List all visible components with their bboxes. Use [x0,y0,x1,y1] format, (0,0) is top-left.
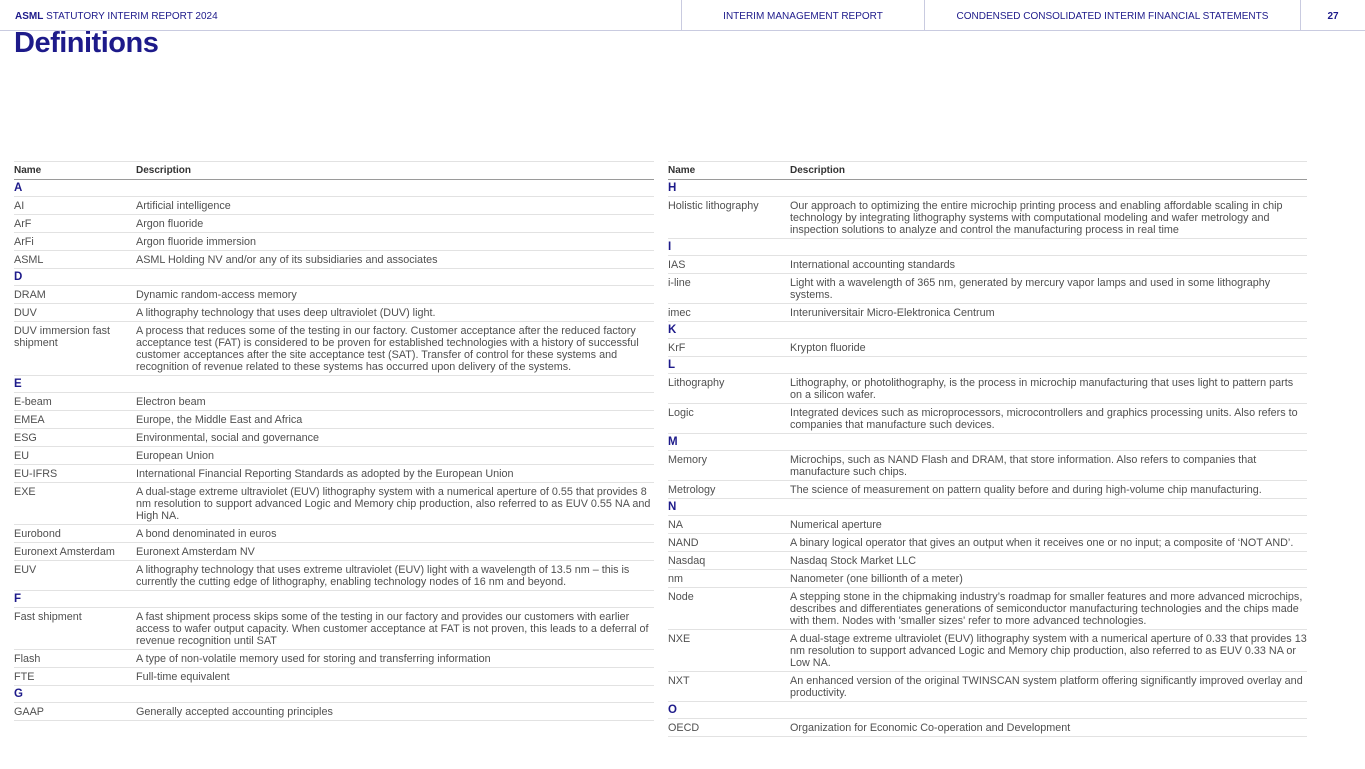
definition-row [14,393,654,411]
section-letter: O [668,702,1307,719]
section-letter-row [668,499,1307,516]
section-letter: D [14,269,654,286]
term-name: EXE [14,483,136,525]
term-name: ASML [14,251,136,269]
term-name: Lithography [668,374,790,404]
term-description: A process that reduces some of the testing in our factory. Customer acceptance after the reduced factory acceptance test (FAT) is considered to be proven for established technologies with a history of successful customer acceptances after the site acceptance test (SAT). Transfer of control for these systems and recognition of revenue related to these systems has occurred upon delivery of the systems. [136,322,654,376]
term-name: Euronext Amsterdam [14,543,136,561]
section-letter-row [14,180,654,197]
description-column-header: Description [790,162,1307,180]
term-description: International accounting standards [790,256,1307,274]
term-name: GAAP [14,703,136,721]
definition-row [668,672,1307,702]
section-letter: K [668,322,1307,339]
term-description: An enhanced version of the original TWINSCAN system platform offering significantly improved overlay and productivity. [790,672,1307,702]
description-column-header: Description [136,162,654,180]
term-name: EU [14,447,136,465]
section-letter-row [668,239,1307,256]
definition-row [668,404,1307,434]
term-description: Organization for Economic Co-operation and Development [790,719,1307,737]
table-header-row [14,162,654,180]
term-description: Electron beam [136,393,654,411]
term-description: Interuniversitair Micro-Elektronica Centrum [790,304,1307,322]
term-description: A lithography technology that uses extreme ultraviolet (EUV) light with a wavelength of 13.5 nm – this is currently the cutting edge of lithography, enabling technology nodes of 16 nm and beyond. [136,561,654,591]
term-description: The science of measurement on pattern quality before and during high-volume chip manufacturing. [790,481,1307,499]
term-name: DUV immersion fast shipment [14,322,136,376]
term-name: imec [668,304,790,322]
table-header-row [668,162,1307,180]
definition-row [668,588,1307,630]
term-name: Fast shipment [14,608,136,650]
section-letter-row [668,357,1307,374]
section-letter: I [668,239,1307,256]
term-description: Numerical aperture [790,516,1307,534]
term-name: Node [668,588,790,630]
term-description: A type of non-volatile memory used for storing and transferring information [136,650,654,668]
nav-interim-management-report[interactable]: INTERIM MANAGEMENT REPORT [681,0,924,30]
definition-row [668,481,1307,499]
term-name: ArFi [14,233,136,251]
definition-row [14,197,654,215]
term-name: KrF [668,339,790,357]
term-name: OECD [668,719,790,737]
section-letter: E [14,376,654,393]
definition-row [14,233,654,251]
definition-row [14,561,654,591]
definition-row [14,608,654,650]
term-description: Argon fluoride [136,215,654,233]
term-name: i-line [668,274,790,304]
section-letter: H [668,180,1307,197]
term-name: EMEA [14,411,136,429]
term-description: A fast shipment process skips some of the testing in our factory and provides our customers with earlier access to wafer output capacity. When customer acceptance at FAT is not proven, this leads to a deferral of revenue recognition until SAT [136,608,654,650]
nav-financial-statements[interactable]: CONDENSED CONSOLIDATED INTERIM FINANCIAL STATEMENTS [924,0,1300,30]
definition-row [14,411,654,429]
term-description: Dynamic random-access memory [136,286,654,304]
term-name: EUV [14,561,136,591]
definition-row [14,668,654,686]
section-letter: G [14,686,654,703]
definition-row [668,304,1307,322]
section-letter: N [668,499,1307,516]
term-name: nm [668,570,790,588]
section-letter-row [668,322,1307,339]
definitions-table-right [668,161,1307,737]
term-description: A dual-stage extreme ultraviolet (EUV) lithography system with a numerical aperture of 0.55 that provides 8 nm resolution to support advanced Logic and Memory chip production, also referred to as EUV 0.55 NA and High NA. [136,483,654,525]
term-description: Our approach to optimizing the entire microchip printing process and enabling affordable scaling in chip technology by integrating lithography systems with computational modeling and wafer metrology and inspection solutions to analyze and control the manufacturing process in real time [790,197,1307,239]
section-letter-row [14,269,654,286]
term-name: NA [668,516,790,534]
term-description: A lithography technology that uses deep ultraviolet (DUV) light. [136,304,654,322]
term-name: E-beam [14,393,136,411]
definition-row [14,650,654,668]
section-letter: F [14,591,654,608]
term-name: ArF [14,215,136,233]
term-description: Argon fluoride immersion [136,233,654,251]
term-description: A dual-stage extreme ultraviolet (EUV) lithography system with a numerical aperture of 0.33 that provides 13 nm resolution to support advanced Logic and Memory chip production, also referred to as EUV 0.33 NA or Low NA. [790,630,1307,672]
section-letter-row [14,591,654,608]
definitions-table-left [14,161,654,721]
term-description: Microchips, such as NAND Flash and DRAM, that store information. Also refers to companies that manufacture such chips. [790,451,1307,481]
definition-row [14,525,654,543]
term-name: Metrology [668,481,790,499]
term-description: Lithography, or photolithography, is the process in microchip manufacturing that uses light to pattern parts on a silicon wafer. [790,374,1307,404]
term-description: ASML Holding NV and/or any of its subsidiaries and associates [136,251,654,269]
section-letter: M [668,434,1307,451]
definition-row [668,339,1307,357]
section-letter: L [668,357,1307,374]
section-letter-row [668,702,1307,719]
page-title: Definitions [14,27,159,59]
definition-row [14,429,654,447]
term-name: IAS [668,256,790,274]
definition-row [14,703,654,721]
definition-row [668,451,1307,481]
term-description: Euronext Amsterdam NV [136,543,654,561]
page-number: 27 [1300,0,1365,30]
term-description: A bond denominated in euros [136,525,654,543]
term-description: International Financial Reporting Standards as adopted by the European Union [136,465,654,483]
term-name: DRAM [14,286,136,304]
definition-row [668,719,1307,737]
term-name: AI [14,197,136,215]
term-name: NXE [668,630,790,672]
term-name: Logic [668,404,790,434]
term-description: Full-time equivalent [136,668,654,686]
term-description: European Union [136,447,654,465]
definition-row [14,447,654,465]
term-description: Light with a wavelength of 365 nm, generated by mercury vapor lamps and used in some lithography systems. [790,274,1307,304]
definition-row [668,516,1307,534]
report-name: STATUTORY INTERIM REPORT 2024 [43,11,218,22]
report-title [15,11,218,22]
term-description: Generally accepted accounting principles [136,703,654,721]
term-description: Europe, the Middle East and Africa [136,411,654,429]
section-letter-row [14,686,654,703]
term-description: Integrated devices such as microprocessors, microcontrollers and graphics processing units. Also refers to companies that manufacture such devices. [790,404,1307,434]
definition-row [14,543,654,561]
section-letter: A [14,180,654,197]
term-name: ESG [14,429,136,447]
term-name: NXT [668,672,790,702]
definition-row [14,322,654,376]
term-description: Environmental, social and governance [136,429,654,447]
definition-row [14,304,654,322]
term-name: Eurobond [14,525,136,543]
definition-row [14,215,654,233]
term-name: Flash [14,650,136,668]
definition-row [668,570,1307,588]
term-name: NAND [668,534,790,552]
name-column-header: Name [14,162,136,180]
term-name: Nasdaq [668,552,790,570]
definition-row [668,274,1307,304]
definition-row [668,534,1307,552]
definition-row [668,630,1307,672]
definition-row [14,465,654,483]
definition-row [668,256,1307,274]
term-name: EU-IFRS [14,465,136,483]
term-description: Nasdaq Stock Market LLC [790,552,1307,570]
definition-row [668,374,1307,404]
definition-row [14,286,654,304]
term-description: Nanometer (one billionth of a meter) [790,570,1307,588]
brand-name: ASML [15,11,44,22]
term-description: A binary logical operator that gives an output when it receives one or no input; a composite of ‘NOT AND’. [790,534,1307,552]
definition-row [14,483,654,525]
section-letter-row [668,180,1307,197]
term-description: Krypton fluoride [790,339,1307,357]
page-header [0,0,1365,31]
term-description: A stepping stone in the chipmaking industry’s roadmap for smaller features and more advanced microchips, describes and differentiates generations of semiconductor manufacturing technologies and the chips made with them. Nodes with 'smaller sizes' refer to more advanced technologies. [790,588,1307,630]
term-name: Holistic lithography [668,197,790,239]
definition-row [668,552,1307,570]
term-description: Artificial intelligence [136,197,654,215]
definition-row [668,197,1307,239]
name-column-header: Name [668,162,790,180]
section-letter-row [14,376,654,393]
term-name: Memory [668,451,790,481]
section-letter-row [668,434,1307,451]
definition-row [14,251,654,269]
term-name: DUV [14,304,136,322]
term-name: FTE [14,668,136,686]
